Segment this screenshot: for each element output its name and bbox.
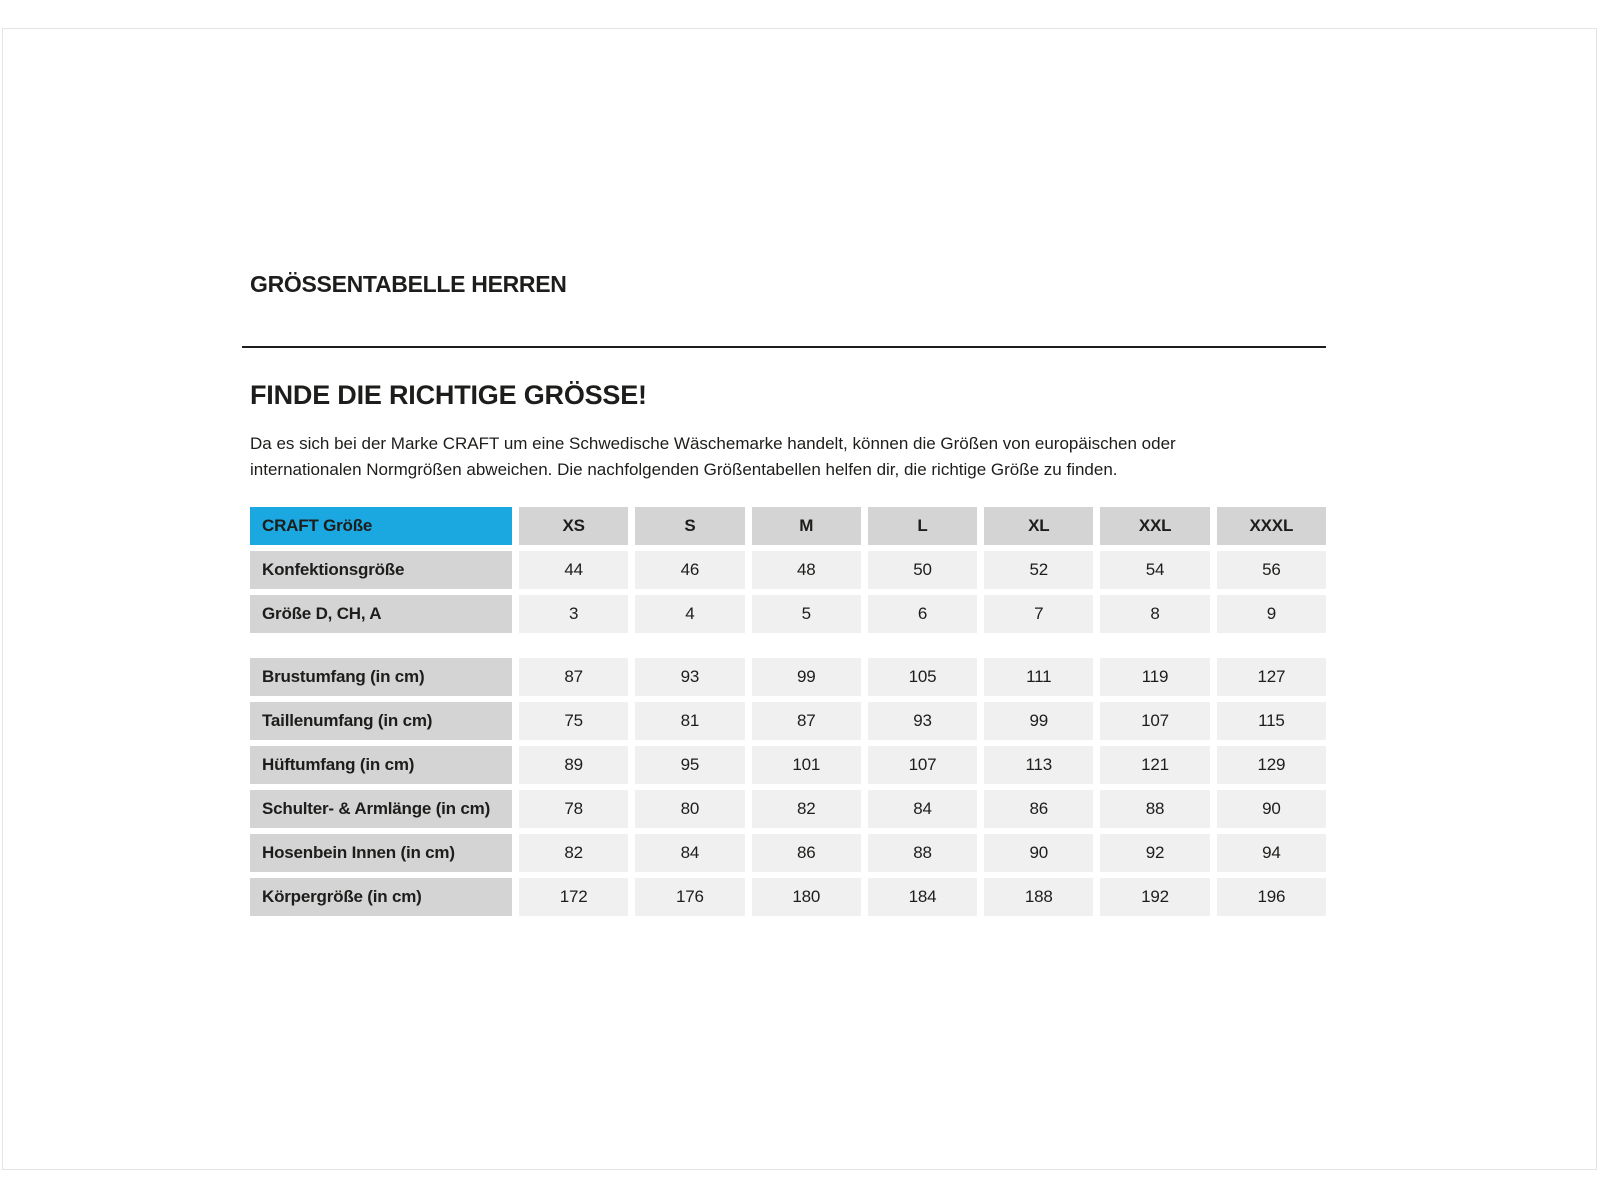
- size-value-cell: 172: [519, 878, 628, 916]
- size-value-cell: 192: [1100, 878, 1209, 916]
- size-column-header: XL: [984, 507, 1093, 545]
- size-value-cell: 90: [1217, 790, 1326, 828]
- size-value-cell: 90: [984, 834, 1093, 872]
- row-label: Körpergröße (in cm): [250, 878, 512, 916]
- size-value-cell: 9: [1217, 595, 1326, 633]
- row-label: Konfektionsgröße: [250, 551, 512, 589]
- size-value-cell: 105: [868, 658, 977, 696]
- size-value-cell: 88: [1100, 790, 1209, 828]
- size-column-header: S: [635, 507, 744, 545]
- size-value-cell: 81: [635, 702, 744, 740]
- row-label: Hüftumfang (in cm): [250, 746, 512, 784]
- size-value-cell: 75: [519, 702, 628, 740]
- page-title: GRÖSSENTABELLE HERREN: [250, 271, 567, 297]
- row-label: Schulter- & Armlänge (in cm): [250, 790, 512, 828]
- size-value-cell: 89: [519, 746, 628, 784]
- size-value-cell: 176: [635, 878, 744, 916]
- row-label: Größe D, CH, A: [250, 595, 512, 633]
- size-value-cell: 80: [635, 790, 744, 828]
- size-value-cell: 92: [1100, 834, 1209, 872]
- size-value-cell: 184: [868, 878, 977, 916]
- size-column-header: L: [868, 507, 977, 545]
- size-value-cell: 93: [635, 658, 744, 696]
- main-content: [250, 29, 1326, 916]
- size-value-cell: 180: [752, 878, 861, 916]
- size-value-cell: 5: [752, 595, 861, 633]
- size-value-cell: 86: [984, 790, 1093, 828]
- size-column-header: XXXL: [1217, 507, 1326, 545]
- size-value-cell: 101: [752, 746, 861, 784]
- row-label: Brustumfang (in cm): [250, 658, 512, 696]
- size-value-cell: 3: [519, 595, 628, 633]
- size-value-cell: 84: [868, 790, 977, 828]
- size-value-cell: 121: [1100, 746, 1209, 784]
- table-header-label: CRAFT Größe: [250, 507, 512, 545]
- content-frame: [2, 28, 1597, 1170]
- size-value-cell: 127: [1217, 658, 1326, 696]
- size-value-cell: 87: [519, 658, 628, 696]
- section-heading: FINDE DIE RICHTIGE GRÖSSE!: [250, 380, 647, 410]
- size-value-cell: 82: [519, 834, 628, 872]
- size-value-cell: 84: [635, 834, 744, 872]
- size-value-cell: 50: [868, 551, 977, 589]
- size-value-cell: 6: [868, 595, 977, 633]
- size-column-header: M: [752, 507, 861, 545]
- title-divider: [242, 346, 1326, 348]
- size-table: [250, 507, 1326, 916]
- row-label: Hosenbein Innen (in cm): [250, 834, 512, 872]
- size-value-cell: 46: [635, 551, 744, 589]
- size-value-cell: 78: [519, 790, 628, 828]
- size-value-cell: 4: [635, 595, 744, 633]
- size-value-cell: 94: [1217, 834, 1326, 872]
- size-value-cell: 95: [635, 746, 744, 784]
- size-value-cell: 86: [752, 834, 861, 872]
- table-group-spacer: [250, 639, 1326, 652]
- size-value-cell: 44: [519, 551, 628, 589]
- size-value-cell: 99: [984, 702, 1093, 740]
- size-value-cell: 8: [1100, 595, 1209, 633]
- row-label: Taillenumfang (in cm): [250, 702, 512, 740]
- size-value-cell: 111: [984, 658, 1093, 696]
- size-value-cell: 87: [752, 702, 861, 740]
- size-value-cell: 115: [1217, 702, 1326, 740]
- size-value-cell: 56: [1217, 551, 1326, 589]
- intro-text: Da es sich bei der Marke CRAFT um eine Schwedische Wäschemarke handelt, können die Größen von europäischen oder internationalen Normgrößen abweichen. Die nachfolgenden Größentabellen helfen dir, die richtige Größe zu finden.: [250, 434, 1176, 479]
- size-value-cell: 107: [868, 746, 977, 784]
- size-value-cell: 93: [868, 702, 977, 740]
- size-value-cell: 48: [752, 551, 861, 589]
- size-value-cell: 52: [984, 551, 1093, 589]
- size-column-header: XXL: [1100, 507, 1209, 545]
- size-value-cell: 196: [1217, 878, 1326, 916]
- size-value-cell: 107: [1100, 702, 1209, 740]
- size-value-cell: 113: [984, 746, 1093, 784]
- size-value-cell: 54: [1100, 551, 1209, 589]
- size-value-cell: 99: [752, 658, 861, 696]
- size-value-cell: 129: [1217, 746, 1326, 784]
- size-value-cell: 119: [1100, 658, 1209, 696]
- size-column-header: XS: [519, 507, 628, 545]
- size-value-cell: 88: [868, 834, 977, 872]
- size-value-cell: 188: [984, 878, 1093, 916]
- size-value-cell: 82: [752, 790, 861, 828]
- size-value-cell: 7: [984, 595, 1093, 633]
